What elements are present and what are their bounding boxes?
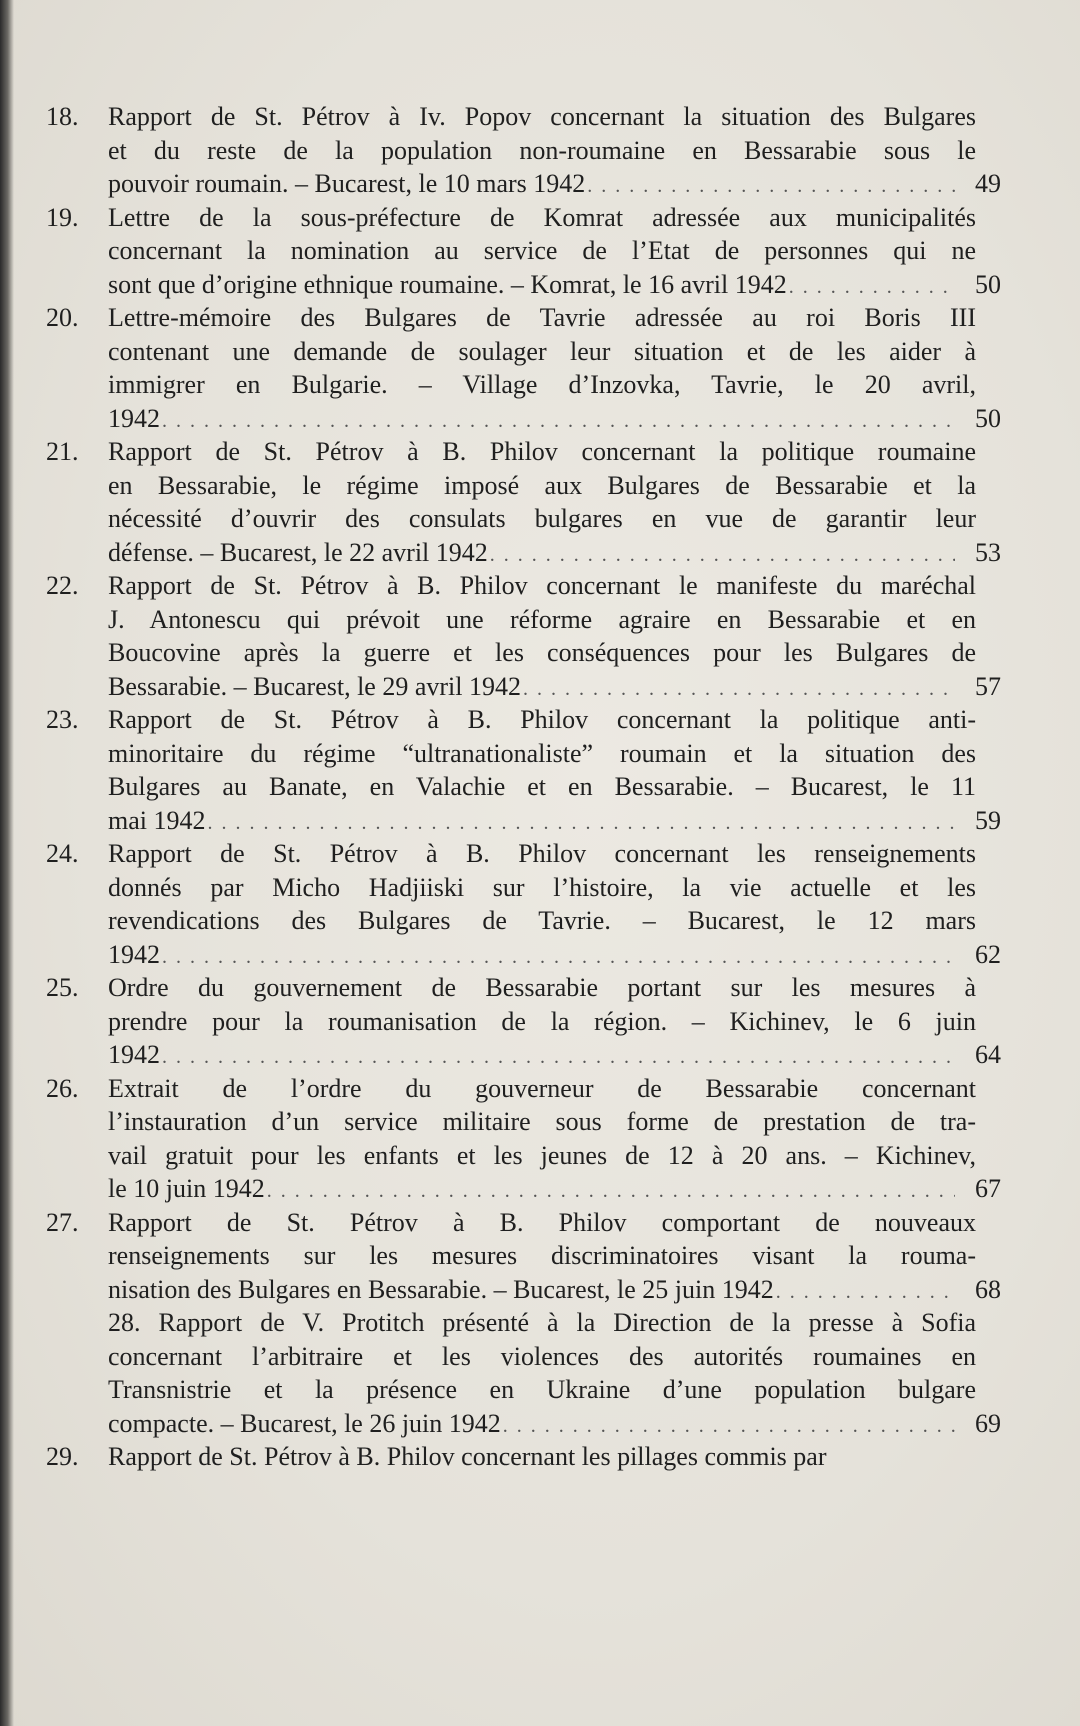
page-number: 67 — [975, 1174, 1001, 1203]
dot-leader — [490, 539, 955, 573]
entry-last-line — [108, 167, 1001, 201]
dot-leader — [776, 1276, 955, 1310]
toc-entry — [46, 201, 1001, 302]
toc-entry — [46, 1306, 1001, 1440]
dot-leader — [162, 941, 955, 975]
dot-leader — [503, 1410, 955, 1444]
page-number: 68 — [975, 1274, 1001, 1304]
entry-text-line: 1942 — [108, 1040, 160, 1069]
entry-text-line: pouvoir roumain. – Bucarest, le 10 mars 1942 — [108, 169, 586, 198]
entry-last-line — [108, 402, 1001, 436]
entry-last-line — [108, 804, 1001, 838]
entry-text-line: nécessité d’ouvrir des consulats bulgares en vue de garantir leur — [108, 504, 976, 533]
entry-text-line: Rapport de St. Pétrov à B. Philov concernant les renseignements — [108, 839, 976, 868]
page-number: 50 — [975, 269, 1001, 299]
entry-text-line: revendications des Bulgares de Tavrie. – Bucarest, le 12 mars — [108, 906, 976, 935]
entry-text-line: nisation des Bulgares en Bessarabie. – Bucarest, le 25 juin 1942 — [108, 1274, 774, 1304]
entry-text-line: J. Antonescu qui prévoit une réforme agraire en Bessarabie et en — [108, 604, 976, 634]
book-spine-shadow — [0, 0, 14, 1726]
dot-leader — [162, 405, 955, 439]
entry-text-line: défense. – Bucarest, le 22 avril 1942 — [108, 537, 488, 567]
entry-text-line: Transnistrie et la présence en Ukraine d’une population bulgare — [108, 1375, 976, 1404]
entry-text-line: Lettre de la sous-préfecture de Komrat adressée aux municipalités — [108, 202, 976, 232]
entry-last-line — [108, 536, 1001, 570]
entry-last-line — [108, 938, 1001, 972]
entry-text-line: Extrait de l’ordre du gouverneur de Bessarabie concernant — [108, 1073, 976, 1103]
entry-text-line: vail gratuit pour les enfants et les jeunes de 12 à 20 ans. – Kichinev, — [108, 1140, 976, 1170]
page-number: 69 — [975, 1408, 1001, 1438]
entry-number: 22. — [46, 571, 79, 600]
entry-number: 24. — [46, 839, 79, 868]
page-number: 62 — [975, 939, 1001, 969]
toc-entry — [46, 569, 1001, 703]
entry-text-line: Bulgares au Banate, en Valachie et en Bessarabie. – Bucarest, le 11 — [108, 772, 976, 801]
entry-last-line — [108, 1440, 1001, 1474]
entry-text-line: immigrer en Bulgarie. – Village d’Inzovka, Tavrie, le 20 avril, — [108, 370, 976, 399]
entry-last-line — [108, 1407, 1001, 1441]
entry-number: 29. — [46, 1442, 79, 1471]
toc-entry — [46, 1206, 1001, 1307]
entry-text-line: et du reste de la population non-roumaine en Bessarabie sous le — [108, 135, 976, 165]
entry-number: 20. — [46, 303, 79, 332]
entry-text-line: concernant la nomination au service de l’Etat de personnes qui ne — [108, 236, 976, 265]
entry-text-line: Bessarabie. – Bucarest, le 29 avril 1942 — [108, 671, 521, 701]
page-number: 50 — [975, 403, 1001, 433]
entry-text-line: Lettre-mémoire des Bulgares de Tavrie adressée au roi Boris III — [108, 303, 976, 332]
entry-text-line: donnés par Micho Hadjiiski sur l’histoire, la vie actuelle et les — [108, 872, 976, 902]
entry-text-line: sont que d’origine ethnique roumaine. – Komrat, le 16 avril 1942 — [108, 269, 787, 299]
toc-entry — [46, 435, 1001, 569]
entry-number: 18. — [46, 102, 79, 131]
entry-number: 23. — [46, 705, 79, 734]
dot-leader — [523, 673, 955, 707]
toc-entry — [46, 100, 1001, 201]
entry-text-line: l’instauration d’un service militaire sous forme de prestation de tra- — [108, 1107, 976, 1136]
entry-text-line: minoritaire du régime “ultranationaliste” roumain et la situation des — [108, 738, 976, 768]
entry-last-line — [108, 268, 1001, 302]
toc-entry — [46, 703, 1001, 837]
entry-text-line: Rapport de St. Pétrov à B. Philov concernant la politique anti- — [108, 705, 976, 734]
entry-text-line: prendre pour la roumanisation de la région. – Kichinev, le 6 juin — [108, 1006, 976, 1036]
entry-number: 19. — [46, 202, 79, 232]
entry-text-line: mai 1942 — [108, 805, 206, 835]
entry-text-line: compacte. – Bucarest, le 26 juin 1942 — [108, 1408, 501, 1438]
entry-text-line: Boucovine après la guerre et les conséquences pour les Bulgares de — [108, 638, 976, 667]
entry-text-line: le 10 juin 1942 — [108, 1174, 265, 1203]
entry-text-line: Ordre du gouvernement de Bessarabie portant sur les mesures à — [108, 973, 976, 1002]
entry-text-line: Rapport de St. Pétrov à B. Philov concernant la politique roumaine — [108, 437, 976, 466]
entry-text-line: Rapport de St. Pétrov à B. Philov concernant les pillages commis par — [108, 1442, 827, 1471]
entry-text-line: renseignements sur les mesures discriminatoires visant la rouma- — [108, 1241, 976, 1270]
entry-last-line — [108, 1273, 1001, 1307]
toc-entry — [46, 837, 1001, 971]
page-number: 49 — [975, 169, 1001, 198]
table-of-contents — [46, 100, 1001, 1474]
entry-number: 26. — [46, 1073, 79, 1103]
entry-number: 25. — [46, 973, 79, 1002]
dot-leader — [587, 170, 955, 204]
dot-leader — [162, 1041, 955, 1075]
entry-last-line — [108, 670, 1001, 704]
entry-text-line: Rapport de St. Pétrov à Iv. Popov concernant la situation des Bulgares — [108, 102, 976, 131]
page-number: 57 — [975, 671, 1001, 701]
entry-text-line: Rapport de St. Pétrov à B. Philov concernant le manifeste du maréchal — [108, 571, 976, 600]
toc-entry — [46, 1072, 1001, 1206]
dot-leader — [208, 807, 956, 841]
page-number: 59 — [975, 805, 1001, 835]
dot-leader — [789, 271, 955, 305]
toc-entry — [46, 971, 1001, 1072]
entry-text-line: contenant une demande de soulager leur situation et de les aider à — [108, 336, 976, 366]
entry-text-line: 1942 — [108, 939, 160, 969]
entry-number: 27. — [46, 1207, 79, 1237]
entry-text-line: 28. Rapport de V. Protitch présenté à la Direction de la presse à Sofia — [108, 1308, 976, 1337]
entry-last-line — [108, 1038, 1001, 1072]
toc-entry — [46, 1440, 1001, 1474]
page-number: 53 — [975, 537, 1001, 567]
dot-leader — [267, 1175, 955, 1209]
entry-text-line: Rapport de St. Pétrov à B. Philov comportant de nouveaux — [108, 1207, 976, 1237]
entry-last-line — [108, 1172, 1001, 1206]
page-number: 64 — [975, 1040, 1001, 1069]
entry-text-line: 1942 — [108, 403, 160, 433]
entry-text-line: en Bessarabie, le régime imposé aux Bulgares de Bessarabie et la — [108, 470, 976, 500]
toc-entry — [46, 301, 1001, 435]
entry-text-line: concernant l’arbitraire et les violences des autorités roumaines en — [108, 1341, 976, 1371]
entry-number: 21. — [46, 437, 79, 466]
